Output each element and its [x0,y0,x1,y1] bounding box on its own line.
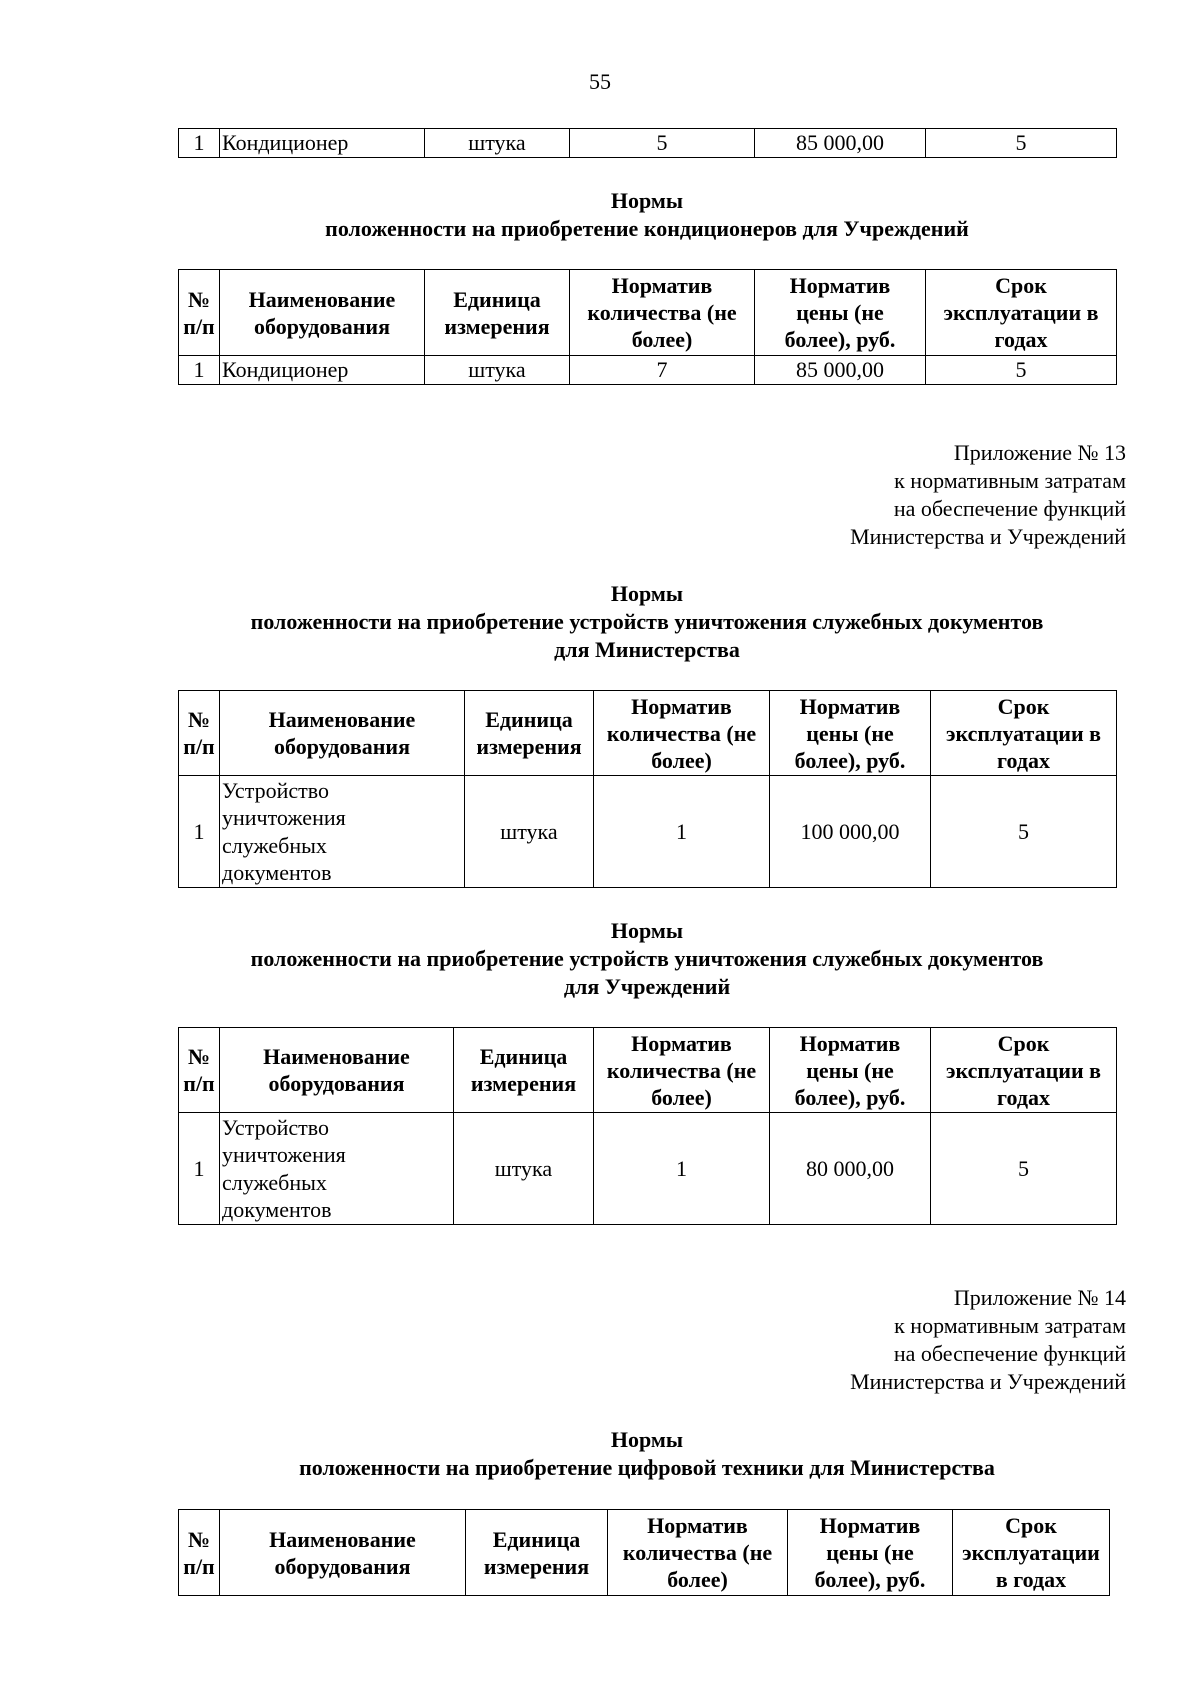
air-conditioner-institutions-table [178,269,1117,385]
unit: штука [454,1113,594,1225]
price-norm: 85 000,00 [755,356,926,385]
table-header-row [179,1510,1110,1596]
header-name: Наименование оборудования [220,270,425,356]
header-name: Наименование оборудования [220,1028,454,1113]
header-number: № п/п [179,270,220,356]
page-number: 55 [589,69,611,94]
appendix-14-header: Приложение № 14 к нормативным затратам на обеспечение функций Министерства и Учреждений [850,1285,1126,1394]
header-service-life: Срок эксплуатации в годах [931,1028,1117,1113]
shredder-institutions-table [178,1027,1117,1225]
header-price: Норматив цены (не более), руб. [755,270,926,356]
equipment-name: Кондиционер [220,356,425,385]
section-title-air-conditioners-institutions: Нормы положенности на приобретение кондиционеров для Учреждений [325,188,969,241]
row-number: 1 [179,356,220,385]
header-price: Норматив цены (не более), руб. [788,1510,953,1596]
service-life: 5 [931,1113,1117,1225]
quantity-norm: 5 [570,129,755,158]
shredder-ministry-table [178,690,1117,888]
header-number: № п/п [179,1028,220,1113]
quantity-norm: 7 [570,356,755,385]
equipment-name: Устройство уничтожения служебных документов [220,1113,454,1225]
header-service-life: Срок эксплуатации в годах [926,270,1117,356]
header-unit: Единица измерения [466,1510,608,1596]
price-norm: 100 000,00 [770,776,931,888]
section-title-digital-equipment-ministry: Нормы положенности на приобретение цифровой техники для Министерства [299,1427,995,1480]
header-service-life: Срок эксплуатации в годах [931,691,1117,776]
service-life: 5 [926,129,1117,158]
equipment-name: Кондиционер [220,129,425,158]
header-number: № п/п [179,1510,220,1596]
table-row [179,776,1117,888]
header-unit: Единица измерения [454,1028,594,1113]
header-quantity: Норматив количества (не более) [608,1510,788,1596]
table-row [179,129,1117,158]
price-norm: 80 000,00 [770,1113,931,1225]
section-title-shredders-ministry: Нормы положенности на приобретение устройств уничтожения служебных документов для Министерства [250,581,1044,662]
table-header-row [179,1028,1117,1113]
equipment-name: Устройство уничтожения служебных документов [220,776,465,888]
header-price: Норматив цены (не более), руб. [770,1028,931,1113]
row-number: 1 [179,1113,220,1225]
quantity-norm: 1 [594,1113,770,1225]
service-life: 5 [926,356,1117,385]
row-number: 1 [179,129,220,158]
header-price: Норматив цены (не более), руб. [770,691,931,776]
table-row [179,356,1117,385]
unit: штука [425,356,570,385]
header-name: Наименование оборудования [220,691,465,776]
header-quantity: Норматив количества (не более) [570,270,755,356]
row-number: 1 [179,776,220,888]
air-conditioner-ministry-table-continued [178,128,1117,158]
table-header-row [179,270,1117,356]
table-header-row [179,691,1117,776]
price-norm: 85 000,00 [755,129,926,158]
appendix-13-header: Приложение № 13 к нормативным затратам на обеспечение функций Министерства и Учреждений [850,440,1126,549]
header-unit: Единица измерения [425,270,570,356]
header-unit: Единица измерения [465,691,594,776]
digital-equipment-ministry-table [178,1509,1110,1596]
header-quantity: Норматив количества (не более) [594,691,770,776]
header-name: Наименование оборудования [220,1510,466,1596]
header-service-life: Срок эксплуатации в годах [953,1510,1110,1596]
service-life: 5 [931,776,1117,888]
unit: штука [465,776,594,888]
header-quantity: Норматив количества (не более) [594,1028,770,1113]
section-title-shredders-institutions: Нормы положенности на приобретение устройств уничтожения служебных документов для Учреждений [250,918,1044,999]
table-row [179,1113,1117,1225]
quantity-norm: 1 [594,776,770,888]
unit: штука [425,129,570,158]
header-number: № п/п [179,691,220,776]
